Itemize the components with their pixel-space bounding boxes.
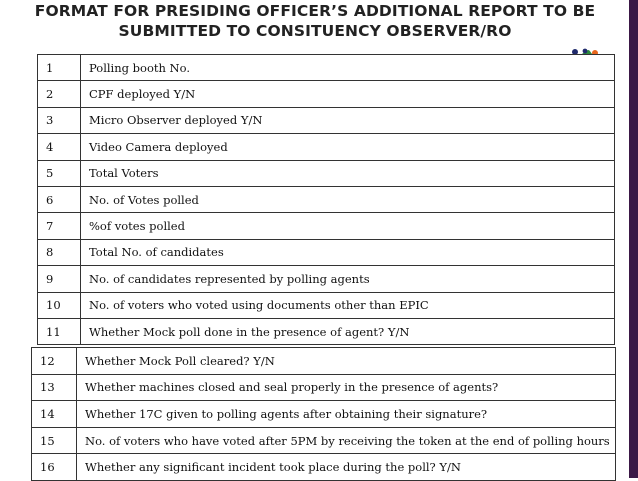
page-title (0, 1, 630, 41)
row-text: Polling booth No. (81, 55, 615, 81)
row-text: No. of candidates represented by polling agents (81, 266, 615, 292)
title-line-2: SUBMITTED TO CONSITUENCY OBSERVER/RO (118, 22, 512, 40)
table-row (38, 318, 615, 344)
table-row (38, 55, 615, 81)
table-row (32, 454, 616, 481)
row-text: No. of voters who voted using documents other than EPIC (81, 292, 615, 318)
table-row (38, 292, 615, 318)
table-row (38, 239, 615, 265)
table-row (38, 213, 615, 239)
row-text: Total Voters (81, 160, 615, 186)
table-row (32, 401, 616, 428)
row-number: 4 (38, 134, 81, 160)
table-row (38, 266, 615, 292)
row-text: Micro Observer deployed Y/N (81, 107, 615, 133)
row-text: Whether any significant incident took place during the poll? Y/N (77, 454, 616, 481)
row-number: 5 (38, 160, 81, 186)
row-text: Whether machines closed and seal properly in the presence of agents? (77, 374, 616, 401)
row-number: 3 (38, 107, 81, 133)
right-accent-bar (629, 0, 638, 478)
table-row (38, 81, 615, 107)
row-number: 13 (32, 374, 77, 401)
row-number: 1 (38, 55, 81, 81)
row-number: 6 (38, 186, 81, 212)
row-number: 8 (38, 239, 81, 265)
title-line-1: FORMAT FOR PRESIDING OFFICER’S ADDITIONAL REPORT TO BE (34, 2, 596, 20)
table-row (38, 186, 615, 212)
table-row (38, 160, 615, 186)
row-text: Video Camera deployed (81, 134, 615, 160)
row-text: Whether Mock poll done in the presence of agent? Y/N (81, 318, 615, 344)
report-table-part-1 (37, 54, 615, 345)
report-table-part-2 (31, 347, 616, 481)
row-number: 2 (38, 81, 81, 107)
table-row (32, 348, 616, 375)
row-text: Whether Mock Poll cleared? Y/N (77, 348, 616, 375)
row-number: 15 (32, 427, 77, 454)
row-number: 7 (38, 213, 81, 239)
row-number: 11 (38, 318, 81, 344)
row-text: Total No. of candidates (81, 239, 615, 265)
row-number: 16 (32, 454, 77, 481)
row-text: No. of voters who have voted after 5PM by receiving the token at the end of polling hours (77, 427, 616, 454)
row-text: CPF deployed Y/N (81, 81, 615, 107)
row-text: Whether 17C given to polling agents after obtaining their signature? (77, 401, 616, 428)
table-row (32, 374, 616, 401)
row-number: 10 (38, 292, 81, 318)
row-number: 14 (32, 401, 77, 428)
table-row (38, 107, 615, 133)
row-number: 9 (38, 266, 81, 292)
table-row (38, 134, 615, 160)
row-text: %of votes polled (81, 213, 615, 239)
row-text: No. of Votes polled (81, 186, 615, 212)
table-row (32, 427, 616, 454)
row-number: 12 (32, 348, 77, 375)
